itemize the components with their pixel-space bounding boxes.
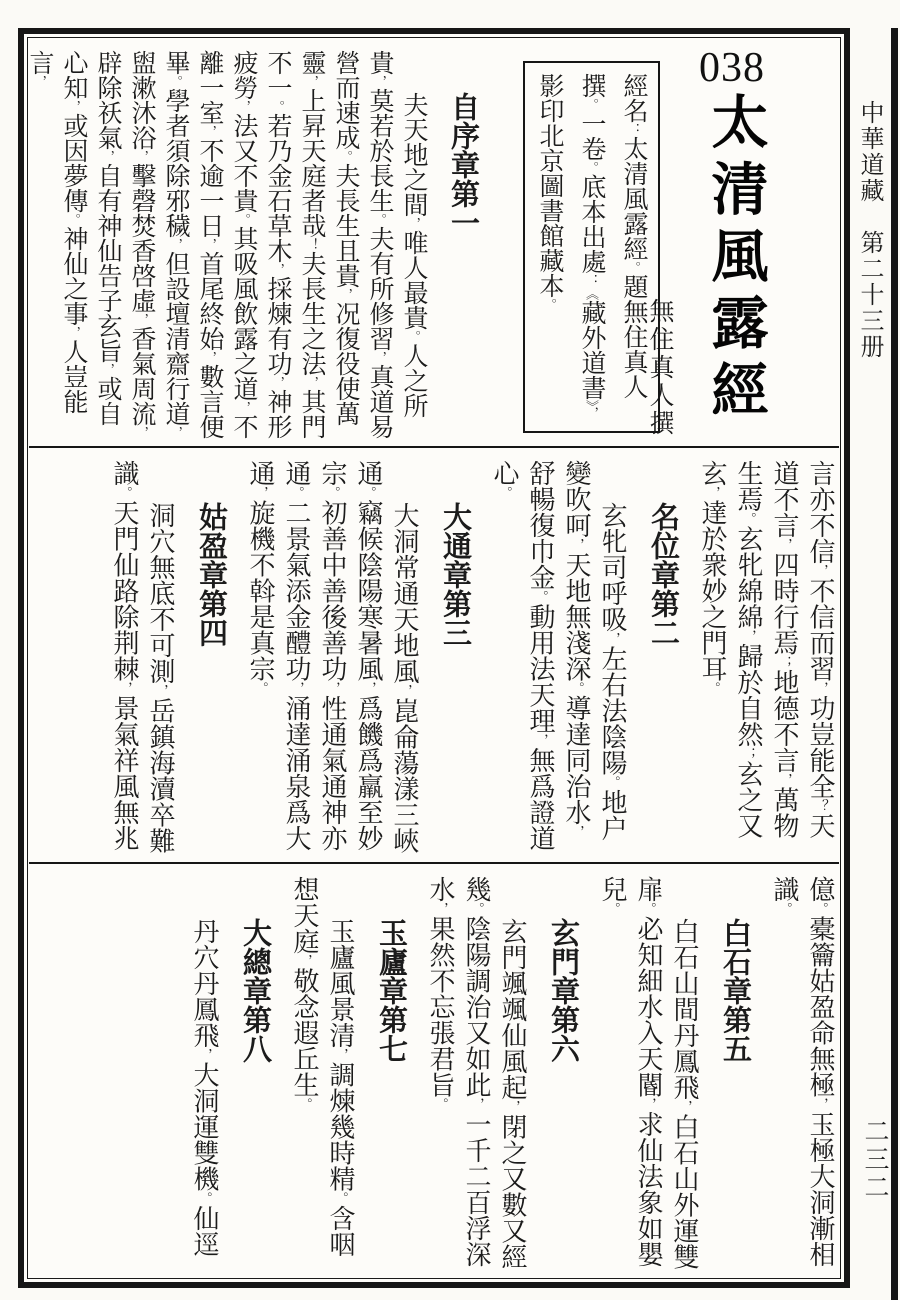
text-register-1 [26, 50, 494, 444]
scripture-paragraph: 玉廬風景清，調煉幾時精。含咽想天庭，敬念遐丘生。 [290, 876, 355, 1258]
author-attribution: 無住真人撰 [646, 298, 673, 438]
scripture-paragraph: 白石山間丹鳳飛，白石山外運雙扉。必知細水入天閽，求仙法象如嬰兒。 [598, 876, 699, 1270]
scripture-title: 太清風露經 [703, 92, 766, 427]
chapter-heading-2: 名位章第二 [647, 502, 679, 647]
volume-spine-label: 中華道藏 第二十三册 [856, 100, 882, 360]
scripture-paragraph: 丹穴丹鳳飛，大洞運雙機。仙逕 [190, 918, 219, 1258]
register-divider-2 [29, 862, 839, 864]
scripture-paragraph: 玄門颯颯仙風起，閉之又數又經幾。陰陽調治又如此，一千二百浮深水，果然不忘張君旨。 [426, 876, 527, 1270]
chapter-heading-3: 大通章第三 [439, 502, 471, 647]
folio-page-number: 二三二 [861, 1118, 888, 1202]
document-number: 038 [699, 45, 765, 91]
chapter-heading-6: 玄門章第六 [547, 918, 579, 1063]
text-register-2 [32, 460, 838, 854]
scripture-paragraph: 玄牝司呼吸，左右法陰陽。地户變吹呵，天地無淺深。導達同治水，舒暢復巾金。動用法天理，無爲證道心。 [490, 460, 627, 852]
chapter-heading-8: 大總章第八 [239, 918, 271, 1063]
page-frame [18, 28, 850, 1288]
scripture-paragraph: 洞穴無底不可測，岳鎮海瀆卒難識。天門仙路除荆棘，景氣祥風無兆 [110, 460, 175, 854]
text-register-3 [32, 876, 838, 1274]
chapter-heading-5: 白石章第五 [719, 918, 751, 1063]
colophon-box [523, 61, 660, 433]
scripture-paragraph-continued: 言亦不信，不信而習，功豈能全？天道不言，四時行焉；地德不言，萬物生焉。玄牝綿綿，歸於自然；玄之又玄，達於衆妙之門耳。 [698, 460, 835, 839]
chapter-heading-4: 姑盈章第四 [195, 502, 227, 647]
scripture-paragraph: 大洞常通天地風，崑侖蕩漾三峽通。竊候陰陽寒暑風，爲饑爲羸至妙宗。初善中善後善功，性通氣通神亦通。二景氣添金醴功，涌達涌泉爲大通，旋機不斡是真宗。 [246, 460, 419, 854]
scripture-paragraph: 夫天地之間，唯人最貴。人之所貴，莫若於長生。夫有所修習，真道易營而速成。夫長生且貴，况復役使萬靈，上昇天庭者哉！夫長生之法，其門不一。若乃金石草木，採煉有功，神形疲勞，法又不貴。其吸風飲露之道，不離一室，不逾一日，首尾終始，數言便畢。學者須除邪穢，但設壇清齋行道，盥漱沐浴，擊磬焚香啓虛，香氣周流，辟除祅氣，自有神仙告子玄旨，或自心知，或因夢傳。神仙之事，人豈能言， [26, 50, 427, 439]
chapter-heading-1: 自序章第一 [447, 92, 479, 237]
scripture-paragraph-continued: 億。橐籥姑盈命無極，玉極大洞漸相識。 [770, 876, 835, 1268]
chapter-heading-7: 玉廬章第七 [375, 918, 407, 1063]
scan-gutter-shadow [891, 28, 898, 1300]
colophon-text: 經名：太清風露經。題無住真人撰。一卷。底本出處：《藏外道書》，影印北京圖書館藏本。 [536, 73, 647, 420]
